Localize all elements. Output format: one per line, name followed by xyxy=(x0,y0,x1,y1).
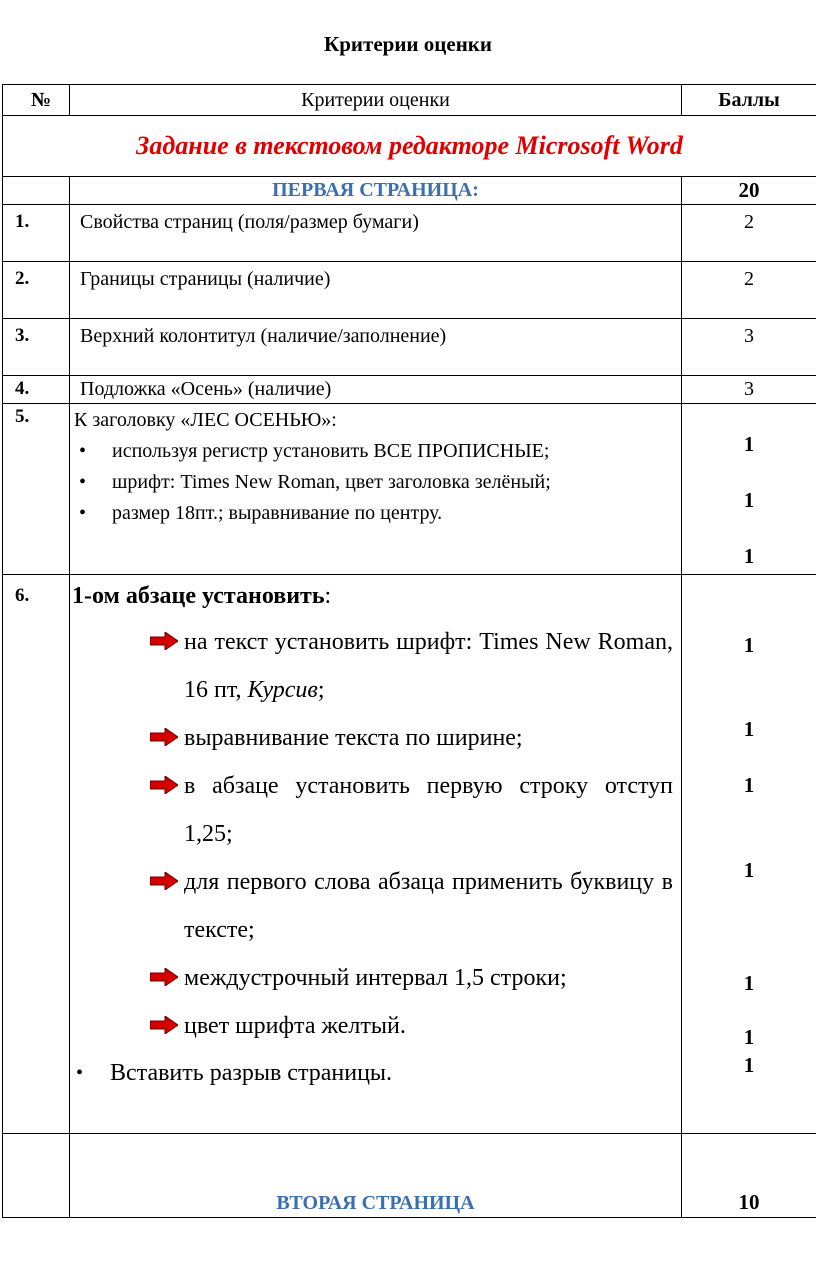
row-points: 1 xyxy=(743,971,755,995)
row-number: 6. xyxy=(3,575,70,1134)
row-criterion: Свойства страниц (поля/размер бумаги) xyxy=(70,205,682,262)
table-row xyxy=(3,205,816,262)
bullet-icon: • xyxy=(76,1062,84,1084)
list-item-text: в абзаце установить первую строку отступ 1,25; xyxy=(184,773,673,847)
list-item xyxy=(74,467,681,498)
list-item-text: на текст установить шрифт: Times New Roman, 16 пт, xyxy=(184,629,673,703)
row-points: 1 xyxy=(743,544,755,568)
table-header-row xyxy=(3,85,816,116)
bullet-icon: • xyxy=(79,502,87,524)
row6-title xyxy=(70,575,681,610)
page2-row xyxy=(3,1134,816,1218)
row6-title-suffix: : xyxy=(324,583,332,609)
row5-points-cell xyxy=(682,404,816,575)
row-criterion: Верхний колонтитул (наличие/заполнение) xyxy=(70,319,682,376)
row-points: 1 xyxy=(743,717,755,741)
row-points: 3 xyxy=(682,319,816,376)
red-arrow-icon xyxy=(150,728,178,746)
row6-list xyxy=(150,618,681,1050)
table-row-5 xyxy=(3,404,816,575)
row6-criterion xyxy=(70,575,682,1134)
table-row xyxy=(3,262,816,319)
row-points: 1 xyxy=(743,858,755,882)
criteria-table xyxy=(2,84,816,1218)
page2-number-cell xyxy=(3,1134,70,1218)
row5-intro: К заголовку «ЛЕС ОСЕНЬЮ»: xyxy=(74,409,337,431)
list-item-text: междустрочный интервал 1,5 строки; xyxy=(184,965,567,991)
row-criterion: Границы страницы (наличие) xyxy=(70,262,682,319)
row-number: 2. xyxy=(3,262,70,319)
list-item xyxy=(74,436,681,467)
section-title: Задание в текстовом редакторе Microsoft Word xyxy=(3,116,816,177)
list-item xyxy=(150,954,673,1002)
header-criteria: Критерии оценки xyxy=(70,85,682,116)
row6-bullet-text: Вставить разрыв страницы. xyxy=(110,1060,393,1086)
row-points: 1 xyxy=(743,633,755,657)
row-points: 1 xyxy=(743,432,755,456)
list-item-text: выравнивание текста по ширине; xyxy=(184,725,523,751)
row-number: 1. xyxy=(3,205,70,262)
bullet-icon: • xyxy=(79,440,87,462)
list-item xyxy=(74,498,681,529)
row-criterion: Подложка «Осень» (наличие) xyxy=(70,376,682,404)
row6-title-text: 1-ом абзаце установить xyxy=(72,583,325,609)
row-points: 2 xyxy=(682,205,816,262)
row-points: 1 xyxy=(743,488,755,512)
list-item xyxy=(150,714,673,762)
list-item-text: цвет шрифта желтый. xyxy=(184,1013,406,1039)
section-row xyxy=(3,116,816,177)
list-item xyxy=(150,618,673,714)
document-title: Критерии оценки xyxy=(324,32,492,56)
list-item-text: используя регистр установить ВСЕ ПРОПИСНЫЕ; xyxy=(112,440,550,462)
red-arrow-icon xyxy=(150,1016,178,1034)
list-item-italic: Курсив xyxy=(247,677,318,703)
row-number: 4. xyxy=(3,376,70,404)
row-points: 1 xyxy=(743,773,755,797)
row-points: 1 xyxy=(743,1025,755,1049)
row-number: 3. xyxy=(3,319,70,376)
row-points: 2 xyxy=(682,262,816,319)
list-item xyxy=(150,858,673,954)
list-item xyxy=(150,1002,673,1050)
table-row-6 xyxy=(3,575,816,1134)
table-row xyxy=(3,376,816,404)
red-arrow-icon xyxy=(150,776,178,794)
row-points: 1 xyxy=(743,1053,755,1077)
list-item-text: шрифт: Times New Roman, цвет заголовка зелёный; xyxy=(112,471,551,493)
page1-points: 20 xyxy=(682,177,816,205)
row5-criterion xyxy=(70,404,682,575)
row6-bullet-item xyxy=(70,1058,681,1088)
list-item-text: размер 18пт.; выравнивание по центру. xyxy=(112,502,443,524)
list-item-tail: ; xyxy=(317,677,325,703)
header-points: Баллы xyxy=(682,85,816,116)
page1-row xyxy=(3,177,816,205)
page2-label: ВТОРАЯ СТРАНИЦА xyxy=(70,1134,682,1218)
red-arrow-icon xyxy=(150,872,178,890)
list-item xyxy=(150,762,673,858)
row6-points-cell xyxy=(682,575,816,1134)
red-arrow-icon xyxy=(150,632,178,650)
page1-number-cell xyxy=(3,177,70,205)
bullet-icon: • xyxy=(79,471,87,493)
red-arrow-icon xyxy=(150,968,178,986)
page2-points: 10 xyxy=(682,1134,816,1218)
header-number: № xyxy=(3,85,70,116)
table-row xyxy=(3,319,816,376)
row5-list xyxy=(74,436,681,529)
row-number: 5. xyxy=(3,404,70,575)
list-item-text: для первого слова абзаца применить буквицу в тексте; xyxy=(184,869,673,943)
page1-label: ПЕРВАЯ СТРАНИЦА: xyxy=(70,177,682,205)
row-points: 3 xyxy=(682,376,816,404)
